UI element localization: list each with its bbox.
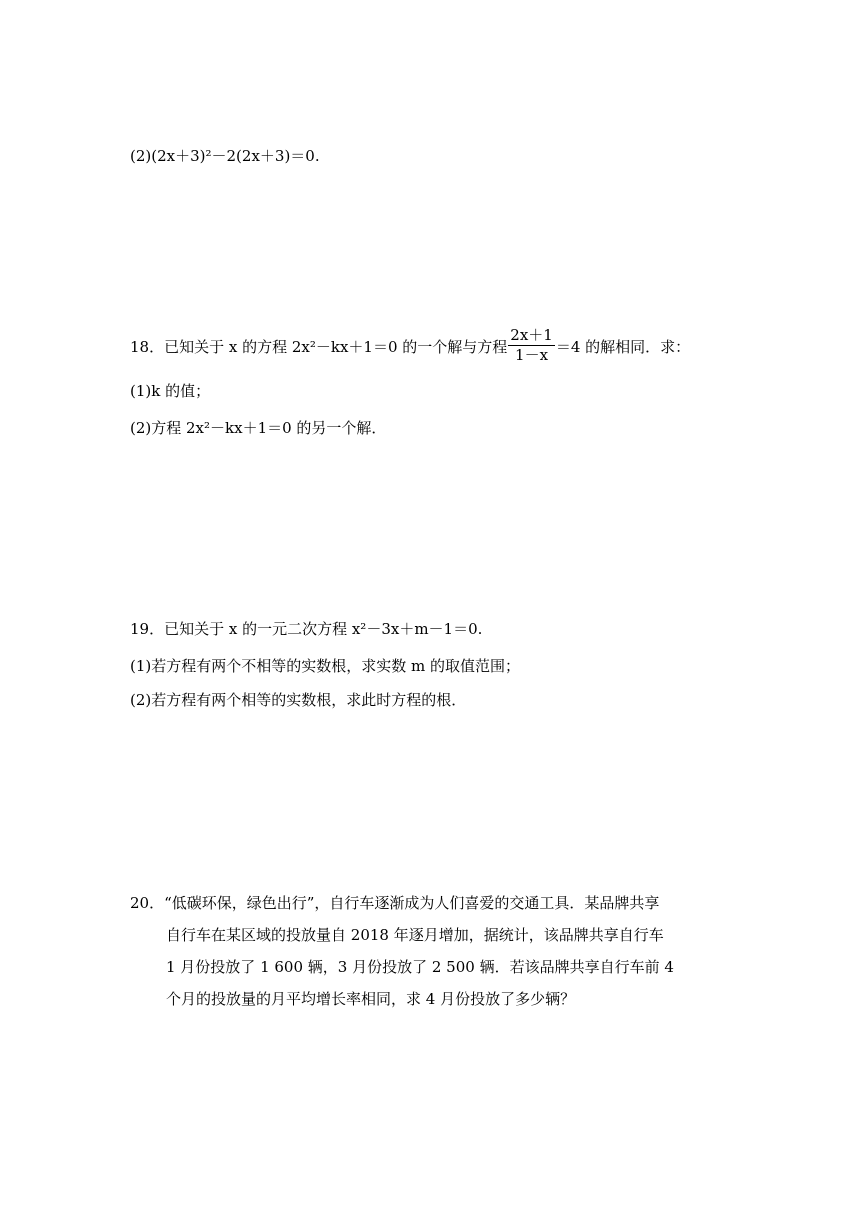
q18-stem-before-fraction: 18．已知关于 x 的方程 2x²－kx＋1＝0 的一个解与方程	[130, 337, 508, 356]
fraction-numerator: 2x＋1	[510, 326, 553, 344]
q19-part2-text: (2)若方程有两个相等的实数根，求此时方程的根．	[130, 691, 467, 709]
q19-part1	[130, 656, 520, 676]
fraction-denominator: 1－x	[515, 346, 549, 364]
q17-part2	[130, 146, 320, 166]
q19-stem-text: 19．已知关于 x 的一元二次方程 x²－3x＋m－1＝0.	[130, 620, 483, 638]
q18-part1	[130, 381, 210, 401]
q18-part1-text: (1)k 的值；	[130, 382, 211, 400]
q17-part2-text: (2)(2x＋3)²－2(2x＋3)＝0.	[130, 147, 320, 165]
q18-part2	[130, 418, 386, 438]
q19-part2	[130, 690, 466, 710]
q19-stem	[130, 619, 482, 639]
q20-line-1: 20．“低碳环保，绿色出行”，自行车逐渐成为人们喜爱的交通工具．某品牌共享	[130, 894, 660, 912]
q18-stem	[130, 328, 690, 367]
q18-stem-after-fraction: ＝4 的解相同．求：	[555, 337, 691, 356]
q20-line-4: 个月的投放量的月平均增长率相同，求 4 月份投放了多少辆？	[166, 990, 576, 1008]
fraction	[508, 326, 555, 365]
q18-stem-text	[130, 326, 691, 364]
q20-paragraph	[130, 887, 750, 1015]
q20-line-3: 1 月份投放了 1 600 辆，3 月份投放了 2 500 辆．若该品牌共享自行车前 4	[166, 958, 674, 976]
q18-part2-text: (2)方程 2x²－kx＋1＝0 的另一个解．	[130, 419, 387, 437]
q19-part1-text: (1)若方程有两个不相等的实数根，求实数 m 的取值范围；	[130, 657, 521, 675]
q20-line-2: 自行车在某区域的投放量自 2018 年逐月增加，据统计，该品牌共享自行车	[166, 926, 664, 944]
